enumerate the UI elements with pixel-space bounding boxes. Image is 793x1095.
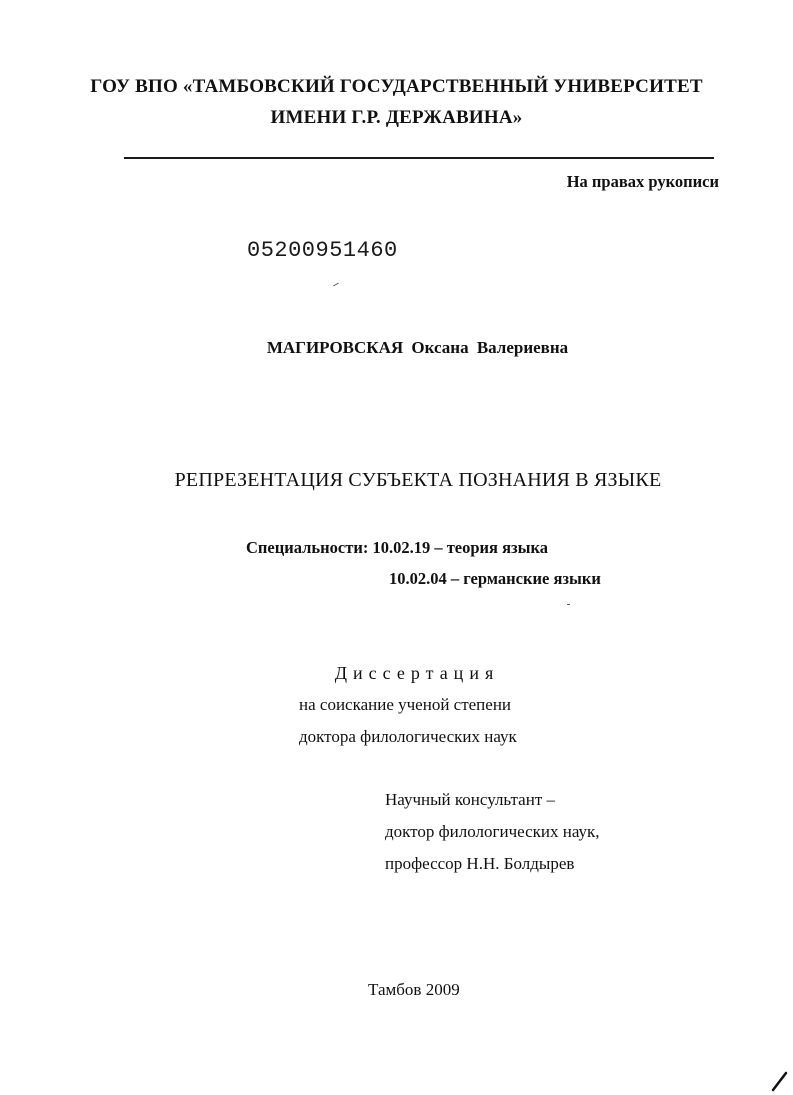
consultant-line-1: Научный консультант – — [385, 790, 555, 809]
specialty-line-2: 10.02.04 – германские языки — [389, 569, 601, 588]
consultant-line-3: профессор Н.Н. Болдырев — [385, 854, 575, 873]
degree-line-1: на соискание ученой степени — [299, 695, 512, 714]
dissertation-heading: Диссертация — [334, 663, 500, 683]
scan-speck — [333, 283, 339, 287]
scan-speck — [567, 604, 570, 605]
header-divider — [124, 157, 714, 159]
pen-stroke-mark — [770, 1070, 790, 1092]
author-name: МАГИРОВСКАЯ Оксана Валериевна — [266, 338, 569, 357]
specialty-line-1: Специальности: 10.02.19 – теория языка — [246, 538, 549, 557]
stamp-number: 05200951460 — [247, 238, 398, 263]
city-year: Тамбов 2009 — [368, 980, 460, 999]
consultant-line-2: доктор филологических наук, — [385, 822, 600, 841]
university-name-line2: ИМЕНИ Г.Р. ДЕРЖАВИНА» — [270, 107, 523, 128]
manuscript-note: На правах рукописи — [566, 172, 719, 191]
university-name-line1: ГОУ ВПО «ТАМБОВСКИЙ ГОСУДАРСТВЕННЫЙ УНИВЕРСИТЕТ — [90, 76, 703, 97]
dissertation-title: РЕПРЕЗЕНТАЦИЯ СУБЪЕКТА ПОЗНАНИЯ В ЯЗЫКЕ — [174, 469, 662, 491]
degree-line-2: доктора филологических наук — [299, 727, 517, 746]
